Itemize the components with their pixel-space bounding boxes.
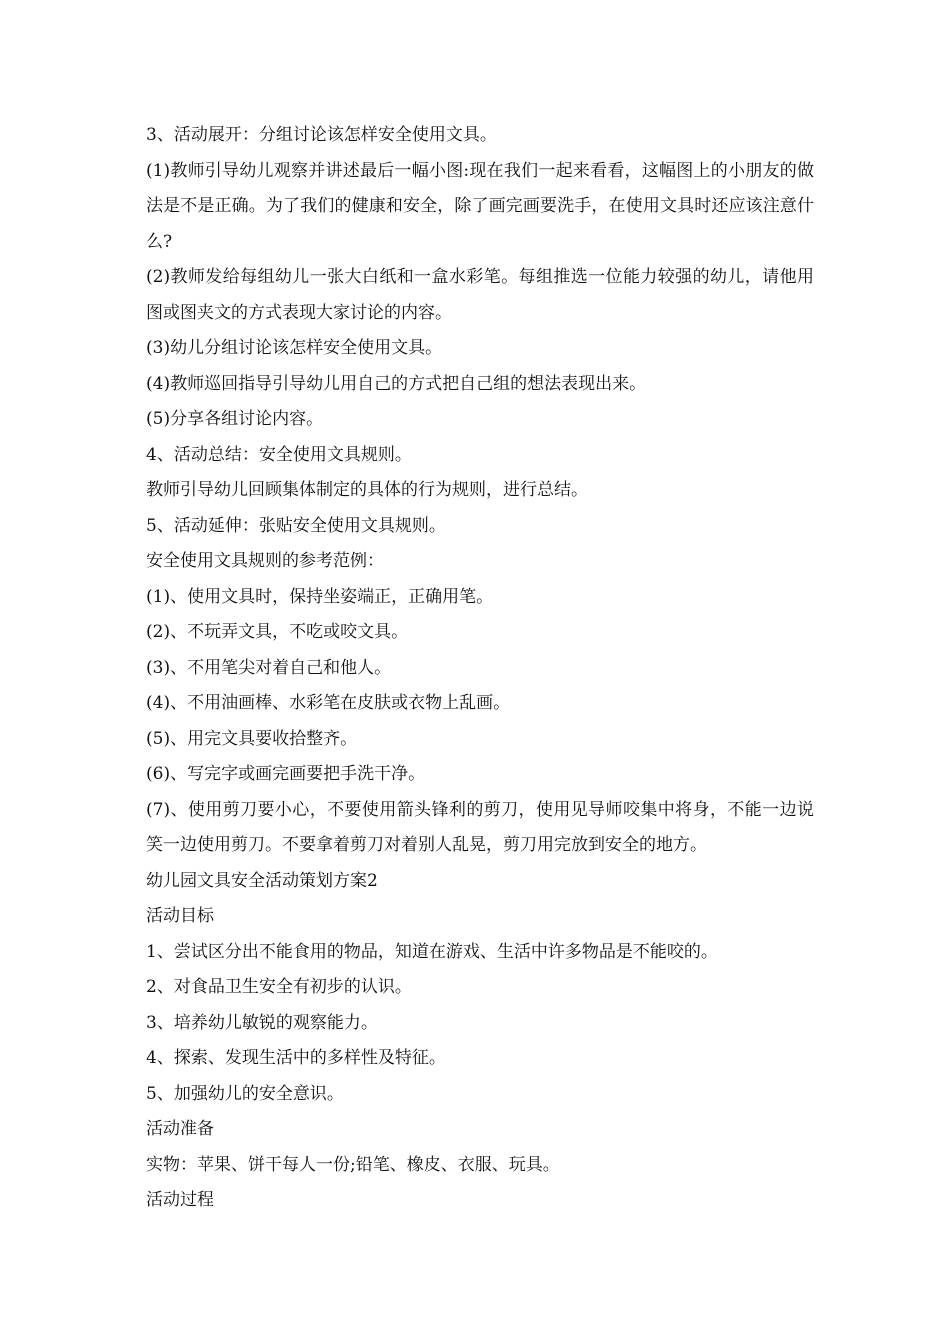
rule-item-5: (5)、用完文具要收拾整齐。	[146, 728, 358, 749]
rule-item-4: (4)、不用油画棒、水彩笔在皮肤或衣物上乱画。	[146, 693, 511, 713]
section-heading-process: 活动过程	[146, 1190, 214, 1210]
plan-2-title: 幼儿园文具安全活动策划方案2	[146, 870, 378, 891]
goal-item-2: 2、对食品卫生安全有初步的认识。	[146, 977, 412, 997]
paragraph-step-2: (2)教师发给每组幼儿一张大白纸和一盒水彩笔。每组推选一位能力较强的幼儿，请他用图或图夹文的方式表现大家讨论的内容。	[146, 267, 814, 323]
paragraph-step-1: (1)教师引导幼儿观察并讲述最后一幅小图:现在我们一起来看看，这幅图上的小朋友的做法是不是正确。为了我们的健康和安全，除了画完画要洗手，在使用文具时还应该注意什么?	[146, 160, 814, 252]
goal-item-4: 4、探索、发现生活中的多样性及特征。	[146, 1048, 446, 1068]
paragraph-summary: 教师引导幼儿回顾集体制定的具体的行为规则，进行总结。	[146, 480, 588, 500]
goal-item-5: 5、加强幼儿的安全意识。	[146, 1083, 344, 1104]
goal-item-1: 1、尝试区分出不能食用的物品，知道在游戏、生活中许多物品是不能咬的。	[146, 941, 718, 962]
rule-item-6: (6)、写完字或画完画要把手洗干净。	[146, 764, 426, 784]
paragraph-step-3: (3)幼儿分组讨论该怎样安全使用文具。	[146, 338, 443, 358]
rule-item-7: (7)、使用剪刀要小心，不要使用箭头锋利的剪刀，使用见导师咬集中将身，不能一边说笑一边使用剪刀。不要拿着剪刀对着别人乱晃，剪刀用完放到安全的地方。	[146, 799, 814, 855]
paragraph-step-5: (5)分享各组讨论内容。	[146, 409, 324, 429]
section-heading-preparation: 活动准备	[146, 1119, 214, 1139]
paragraph-materials: 实物：苹果、饼干每人一份;铅笔、橡皮、衣服、玩具。	[146, 1154, 560, 1175]
goal-item-3: 3、培养幼儿敏锐的观察能力。	[146, 1012, 378, 1033]
rule-item-1: (1)、使用文具时，保持坐姿端正，正确用笔。	[146, 586, 494, 607]
document-body	[146, 118, 814, 1219]
paragraph-rules-intro: 安全使用文具规则的参考范例：	[146, 551, 384, 571]
section-heading-activity-summary: 4、活动总结：安全使用文具规则。	[146, 444, 412, 465]
rule-item-2: (2)、不玩弄文具，不吃或咬文具。	[146, 622, 409, 642]
rule-item-3: (3)、不用笔尖对着自己和他人。	[146, 657, 392, 678]
section-heading-activity-development: 3、活动展开：分组讨论该怎样安全使用文具。	[146, 125, 497, 145]
section-heading-goals: 活动目标	[146, 906, 214, 926]
paragraph-step-4: (4)教师巡回指导引导幼儿用自己的方式把自己组的想法表现出来。	[146, 373, 647, 394]
section-heading-activity-extension: 5、活动延伸：张贴安全使用文具规则。	[146, 515, 446, 536]
